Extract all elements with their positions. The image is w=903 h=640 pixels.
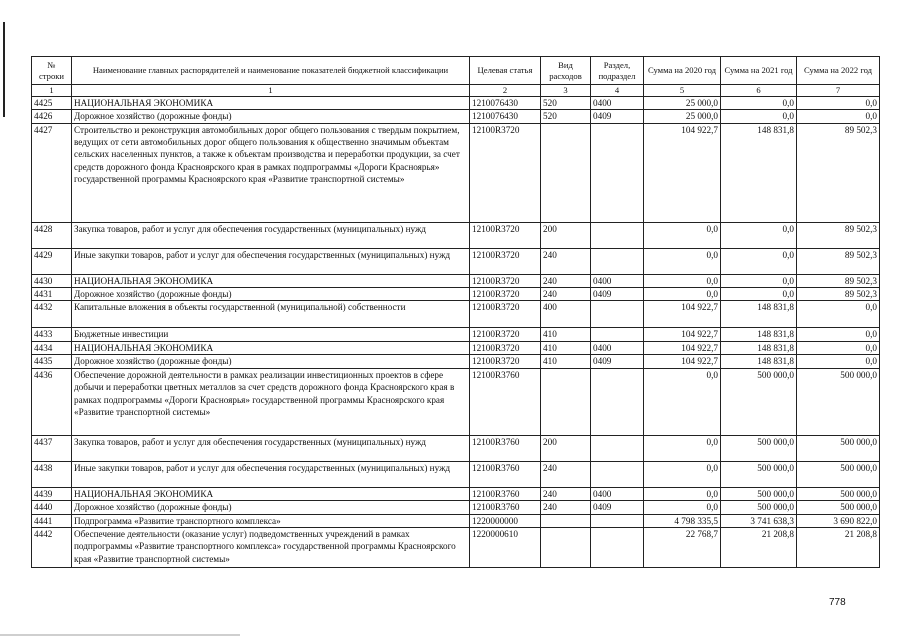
row-number: 4433 [32, 328, 72, 341]
row-section: 0400 [591, 341, 644, 354]
row-sum-2022: 500 000,0 [797, 487, 880, 500]
row-sum-2021: 0,0 [721, 288, 797, 301]
row-sum-2021: 148 831,8 [721, 341, 797, 354]
row-sum-2022: 0,0 [797, 301, 880, 328]
row-number: 4435 [32, 355, 72, 368]
row-section [591, 328, 644, 341]
table-row [32, 328, 880, 341]
row-sum-2022: 0,0 [797, 341, 880, 354]
row-section: 0409 [591, 501, 644, 514]
row-sum-2020: 22 768,7 [644, 527, 721, 567]
row-target-code: 1210076430 [470, 96, 541, 109]
row-section [591, 248, 644, 274]
row-sum-2021: 21 208,8 [721, 527, 797, 567]
row-sum-2020: 0,0 [644, 461, 721, 487]
row-sum-2022: 21 208,8 [797, 527, 880, 567]
row-expense-type: 410 [541, 328, 591, 341]
row-expense-type: 200 [541, 435, 591, 461]
row-sum-2021: 0,0 [721, 110, 797, 123]
row-sum-2022: 89 502,3 [797, 274, 880, 287]
row-target-code: 12100R3720 [470, 274, 541, 287]
table-row [32, 368, 880, 435]
row-name: Закупка товаров, работ и услуг для обеспечения государственных (муниципальных) нужд [72, 222, 470, 248]
header-num: № строки [32, 57, 72, 85]
row-target-code: 12100R3720 [470, 222, 541, 248]
row-sum-2020: 104 922,7 [644, 328, 721, 341]
row-name: Дорожное хозяйство (дорожные фонды) [72, 355, 470, 368]
table-row [32, 527, 880, 567]
row-expense-type: 240 [541, 248, 591, 274]
row-number: 4426 [32, 110, 72, 123]
row-sum-2021: 0,0 [721, 274, 797, 287]
row-section [591, 301, 644, 328]
row-sum-2021: 500 000,0 [721, 368, 797, 435]
table-row [32, 341, 880, 354]
row-sum-2022: 500 000,0 [797, 435, 880, 461]
row-sum-2021: 0,0 [721, 248, 797, 274]
row-target-code: 1220000000 [470, 514, 541, 527]
row-expense-type: 410 [541, 341, 591, 354]
row-name: Дорожное хозяйство (дорожные фонды) [72, 501, 470, 514]
table-header [32, 57, 880, 97]
table-row [32, 248, 880, 274]
row-sum-2020: 0,0 [644, 368, 721, 435]
row-sum-2022: 0,0 [797, 328, 880, 341]
row-target-code: 12100R3720 [470, 341, 541, 354]
row-sum-2021: 0,0 [721, 222, 797, 248]
row-sum-2020: 0,0 [644, 248, 721, 274]
row-number: 4439 [32, 487, 72, 500]
row-target-code: 1220000610 [470, 527, 541, 567]
row-section [591, 222, 644, 248]
header-col-index: 5 [644, 85, 721, 97]
row-expense-type: 240 [541, 274, 591, 287]
table-row [32, 487, 880, 500]
row-target-code: 12100R3720 [470, 328, 541, 341]
row-expense-type: 240 [541, 288, 591, 301]
page-number: 778 [829, 597, 846, 608]
row-name: Иные закупки товаров, работ и услуг для обеспечения государственных (муниципальных) нужд [72, 461, 470, 487]
header-col-index: 3 [541, 85, 591, 97]
row-expense-type [541, 514, 591, 527]
row-name: Бюджетные инвестиции [72, 328, 470, 341]
row-sum-2022: 89 502,3 [797, 248, 880, 274]
row-sum-2021: 0,0 [721, 96, 797, 109]
scan-artifact-line [0, 634, 240, 636]
row-number: 4430 [32, 274, 72, 287]
row-sum-2022: 89 502,3 [797, 123, 880, 222]
row-expense-type: 400 [541, 301, 591, 328]
row-section [591, 514, 644, 527]
table-row [32, 461, 880, 487]
row-sum-2020: 25 000,0 [644, 96, 721, 109]
row-sum-2021: 500 000,0 [721, 487, 797, 500]
row-section [591, 461, 644, 487]
header-col-index: 1 [72, 85, 470, 97]
row-number: 4425 [32, 96, 72, 109]
row-sum-2020: 104 922,7 [644, 123, 721, 222]
header-col-index: 6 [721, 85, 797, 97]
row-number: 4437 [32, 435, 72, 461]
header-sum-2020: Сумма на 2020 год [644, 57, 721, 85]
header-col-index: 2 [470, 85, 541, 97]
row-sum-2021: 500 000,0 [721, 461, 797, 487]
row-name: Капитальные вложения в объекты государственной (муниципальной) собственности [72, 301, 470, 328]
row-target-code: 12100R3760 [470, 368, 541, 435]
row-sum-2020: 104 922,7 [644, 301, 721, 328]
header-col-index: 4 [591, 85, 644, 97]
row-sum-2022: 500 000,0 [797, 368, 880, 435]
row-sum-2020: 4 798 335,5 [644, 514, 721, 527]
row-sum-2020: 104 922,7 [644, 341, 721, 354]
row-sum-2020: 0,0 [644, 222, 721, 248]
table-row [32, 355, 880, 368]
row-name: НАЦИОНАЛЬНАЯ ЭКОНОМИКА [72, 487, 470, 500]
header-code: Целевая статья [470, 57, 541, 85]
row-target-code: 12100R3760 [470, 487, 541, 500]
row-expense-type [541, 527, 591, 567]
row-sum-2022: 3 690 822,0 [797, 514, 880, 527]
row-sum-2021: 148 831,8 [721, 301, 797, 328]
row-name: Подпрограмма «Развитие транспортного комплекса» [72, 514, 470, 527]
row-sum-2022: 0,0 [797, 110, 880, 123]
row-sum-2021: 148 831,8 [721, 123, 797, 222]
row-section: 0409 [591, 288, 644, 301]
table-row [32, 501, 880, 514]
row-name: Обеспечение деятельности (оказание услуг) подведомственных учреждений в рамках подпрограммы «Развитие транспортного комплекса» государственной программы Красноярского края «Развитие транспортной системы» [72, 527, 470, 567]
row-number: 4441 [32, 514, 72, 527]
row-sum-2022: 500 000,0 [797, 461, 880, 487]
row-target-code: 12100R3720 [470, 288, 541, 301]
table-row [32, 514, 880, 527]
row-number: 4431 [32, 288, 72, 301]
header-col-index: 1 [32, 85, 72, 97]
row-name: Дорожное хозяйство (дорожные фонды) [72, 110, 470, 123]
header-sum-2021: Сумма на 2021 год [721, 57, 797, 85]
row-expense-type: 240 [541, 487, 591, 500]
row-section [591, 527, 644, 567]
row-target-code: 12100R3720 [470, 123, 541, 222]
row-expense-type: 200 [541, 222, 591, 248]
header-col-index: 7 [797, 85, 880, 97]
row-section [591, 435, 644, 461]
header-sum-2022: Сумма на 2022 год [797, 57, 880, 85]
row-sum-2020: 0,0 [644, 288, 721, 301]
row-name: НАЦИОНАЛЬНАЯ ЭКОНОМИКА [72, 96, 470, 109]
row-sum-2022: 0,0 [797, 96, 880, 109]
row-name: Обеспечение дорожной деятельности в рамках реализации инвестиционных проектов в сфере добычи и переработки цветных металлов за счет средств дорожного фонда Красноярского края в рамках подпрограммы «Дороги Красноярья» государственной программы Красноярского края «Развитие транспортной системы» [72, 368, 470, 435]
budget-table [31, 56, 880, 568]
row-section: 0400 [591, 487, 644, 500]
row-number: 4442 [32, 527, 72, 567]
row-name: НАЦИОНАЛЬНАЯ ЭКОНОМИКА [72, 274, 470, 287]
row-sum-2020: 0,0 [644, 435, 721, 461]
row-sum-2021: 148 831,8 [721, 328, 797, 341]
row-sum-2022: 89 502,3 [797, 222, 880, 248]
row-sum-2020: 0,0 [644, 501, 721, 514]
row-sum-2021: 148 831,8 [721, 355, 797, 368]
row-name: НАЦИОНАЛЬНАЯ ЭКОНОМИКА [72, 341, 470, 354]
row-number: 4429 [32, 248, 72, 274]
row-section: 0400 [591, 96, 644, 109]
row-number: 4432 [32, 301, 72, 328]
row-sum-2020: 0,0 [644, 487, 721, 500]
row-expense-type: 520 [541, 96, 591, 109]
row-section: 0409 [591, 355, 644, 368]
header-vid: Вид расходов [541, 57, 591, 85]
scan-margin-line [3, 22, 5, 117]
row-sum-2021: 500 000,0 [721, 435, 797, 461]
header-razd: Раздел, подраздел [591, 57, 644, 85]
row-target-code: 12100R3720 [470, 248, 541, 274]
table-row [32, 110, 880, 123]
row-target-code: 12100R3760 [470, 501, 541, 514]
row-name: Закупка товаров, работ и услуг для обеспечения государственных (муниципальных) нужд [72, 435, 470, 461]
row-number: 4440 [32, 501, 72, 514]
row-number: 4427 [32, 123, 72, 222]
row-target-code: 12100R3760 [470, 461, 541, 487]
row-section: 0409 [591, 110, 644, 123]
row-number: 4438 [32, 461, 72, 487]
row-number: 4436 [32, 368, 72, 435]
row-sum-2020: 0,0 [644, 274, 721, 287]
row-expense-type: 520 [541, 110, 591, 123]
row-target-code: 12100R3720 [470, 355, 541, 368]
row-expense-type [541, 123, 591, 222]
row-target-code: 12100R3720 [470, 301, 541, 328]
row-number: 4428 [32, 222, 72, 248]
row-sum-2021: 500 000,0 [721, 501, 797, 514]
table-row [32, 123, 880, 222]
row-sum-2020: 25 000,0 [644, 110, 721, 123]
row-name: Строительство и реконструкция автомобильных дорог общего пользования с твердым покрытием, ведущих от сети автомобильных дорог общего пользования к общественно значимым объектам сельских населенных пунктов, а также к объектам производства и переработки продукции, за счет средств дорожного фонда Красноярского края в рамках подпрограммы «Дороги Красноярья» государственной программы Красноярского края «Развитие транспортной системы» [72, 123, 470, 222]
row-section: 0400 [591, 274, 644, 287]
header-name: Наименование главных распорядителей и наименование показателей бюджетной классификации [72, 57, 470, 85]
row-sum-2021: 3 741 638,3 [721, 514, 797, 527]
row-target-code: 12100R3760 [470, 435, 541, 461]
row-section [591, 368, 644, 435]
row-name: Иные закупки товаров, работ и услуг для обеспечения государственных (муниципальных) нужд [72, 248, 470, 274]
row-expense-type [541, 368, 591, 435]
row-name: Дорожное хозяйство (дорожные фонды) [72, 288, 470, 301]
row-section [591, 123, 644, 222]
table-row [32, 301, 880, 328]
row-expense-type: 410 [541, 355, 591, 368]
row-number: 4434 [32, 341, 72, 354]
row-target-code: 1210076430 [470, 110, 541, 123]
table-row [32, 274, 880, 287]
row-sum-2020: 104 922,7 [644, 355, 721, 368]
table-row [32, 435, 880, 461]
table-row [32, 288, 880, 301]
table-row [32, 96, 880, 109]
row-sum-2022: 89 502,3 [797, 288, 880, 301]
row-sum-2022: 500 000,0 [797, 501, 880, 514]
row-expense-type: 240 [541, 501, 591, 514]
row-expense-type: 240 [541, 461, 591, 487]
row-sum-2022: 0,0 [797, 355, 880, 368]
table-row [32, 222, 880, 248]
